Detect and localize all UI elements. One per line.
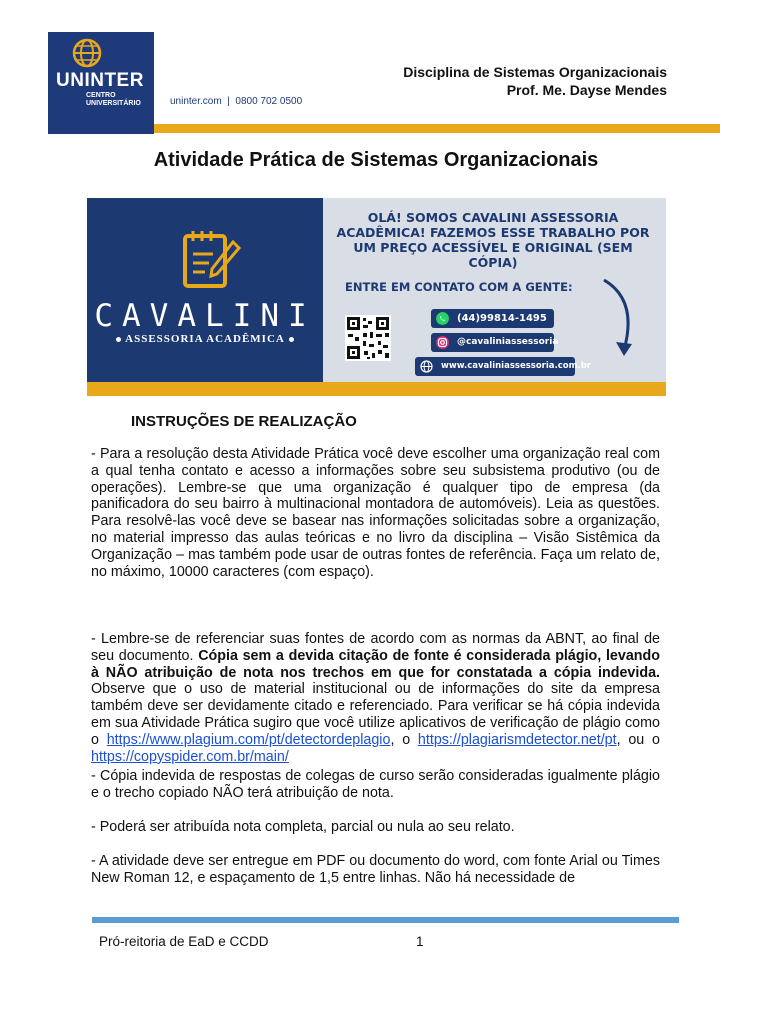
logo-subtitle: CENTRO UNIVERSITÁRIO — [86, 92, 141, 107]
footer-department: Pró-reitoria de EaD e CCDD — [99, 934, 269, 949]
phone-number: (44)99814-1495 — [457, 313, 547, 324]
uninter-logo — [48, 32, 154, 134]
website-contact-button[interactable] — [415, 357, 591, 376]
instruction-paragraph-citation — [91, 631, 660, 765]
qr-code-icon[interactable] — [345, 315, 391, 361]
globe-icon — [420, 360, 433, 373]
bullet-dot — [289, 337, 294, 342]
cavalini-ad-banner[interactable] — [87, 198, 666, 396]
notepad-pencil-icon — [181, 228, 241, 290]
section-heading: INSTRUÇÕES DE REALIZAÇÃO — [131, 413, 357, 430]
copyspider-link[interactable]: https://copyspider.com.br/main/ — [91, 748, 289, 765]
separator-text: , o — [390, 731, 418, 748]
footer-bar — [92, 917, 679, 923]
plagium-link[interactable]: https://www.plagium.com/pt/detectordeplagio — [106, 731, 391, 748]
banner-brand-subtitle — [87, 333, 323, 345]
whatsapp-icon — [436, 312, 449, 325]
instagram-handle: @cavaliniassessoria — [457, 337, 559, 347]
header-discipline: Disciplina de Sistemas Organizacionais — [403, 64, 667, 80]
paragraph-text: Observe que o uso de material institucional ou de informações do site da empresa também deve ser devidamente citado e referenciado. Para verificar se há cópia indevida em sua Atividade Prática sugiro que você utilize aplicativos de verificação de plágio como o — [91, 681, 660, 748]
banner-accent-strip — [87, 382, 666, 396]
bullet-dot — [116, 337, 121, 342]
instruction-paragraph: - Cópia indevida de respostas de colegas de curso serão consideradas igualmente plágio e o trecho copiado NÃO terá atribuição de nota. — [91, 768, 660, 801]
instruction-paragraph: - A atividade deve ser entregue em PDF ou documento do word, com fonte Arial ou Times New Roman 12, e espaçamento de 1,5 entre linhas. Não há necessidade de — [91, 853, 660, 886]
paragraph-text: - Lembre-se de referenciar suas fontes de acordo com as normas da ABNT, ao final de seu documento. — [91, 631, 660, 664]
banner-headline: OLÁ! SOMOS CAVALINI ASSESSORIA ACADÊMICA! FAZEMOS ESSE TRABALHO POR UM PREÇO ACESSÍVEL E ORIGINAL (SEM CÓPIA) — [336, 210, 650, 270]
banner-brand-name: CAVALINI — [94, 298, 316, 334]
instruction-paragraph: - Para a resolução desta Atividade Prática você deve escolher uma organização real com a qual tenha contato e acesso a informações sobre seu subsistema produtivo (ou de operações). Lembre-se que uma organização é qualquer tipo de empresa (da panificadora do seu bairro à multinacional montadora de automóveis). Leia as questões. Para resolvê-las você deve se basear nas informações solicitadas sobre a organização, no material impresso das aulas teóricas e no livro da disciplina – Visão Sistêmica da Organização – mas também pode usar de outras fontes de referência. Faça um relato de, no máximo, 10000 caracteres (com espaço). — [91, 446, 660, 580]
page-number: 1 — [416, 934, 424, 949]
curved-arrow-icon — [592, 276, 642, 360]
header-accent-bar — [154, 124, 720, 133]
plagiarism-warning: Cópia sem a devida citação de fonte é considerada plágio, levando à NÃO atribuição de nota nos trechos em que for constatada a cópia indevida. — [91, 647, 660, 681]
instagram-icon — [436, 336, 449, 349]
whatsapp-contact-button[interactable] — [431, 309, 554, 328]
separator-text: , ou o — [616, 731, 660, 748]
instagram-contact-button[interactable] — [431, 333, 559, 352]
banner-brand-subtitle-text: ASSESSORIA ACADÊMICA — [125, 333, 285, 345]
website-url: www.cavaliniassessoria.com.br — [441, 361, 591, 371]
header-contact: uninter.com | 0800 702 0500 — [170, 96, 303, 107]
plagiarismdetector-link[interactable]: https://plagiarismdetector.net/pt — [417, 731, 617, 748]
logo-name: UNINTER — [56, 70, 144, 91]
document-title: Atividade Prática de Sistemas Organizacionais — [153, 149, 599, 171]
banner-contact-label: ENTRE EM CONTATO COM A GENTE: — [345, 280, 573, 294]
globe-icon — [72, 38, 102, 68]
header-professor: Prof. Me. Dayse Mendes — [506, 82, 667, 98]
instruction-paragraph: - Poderá ser atribuída nota completa, parcial ou nula ao seu relato. — [91, 819, 515, 835]
